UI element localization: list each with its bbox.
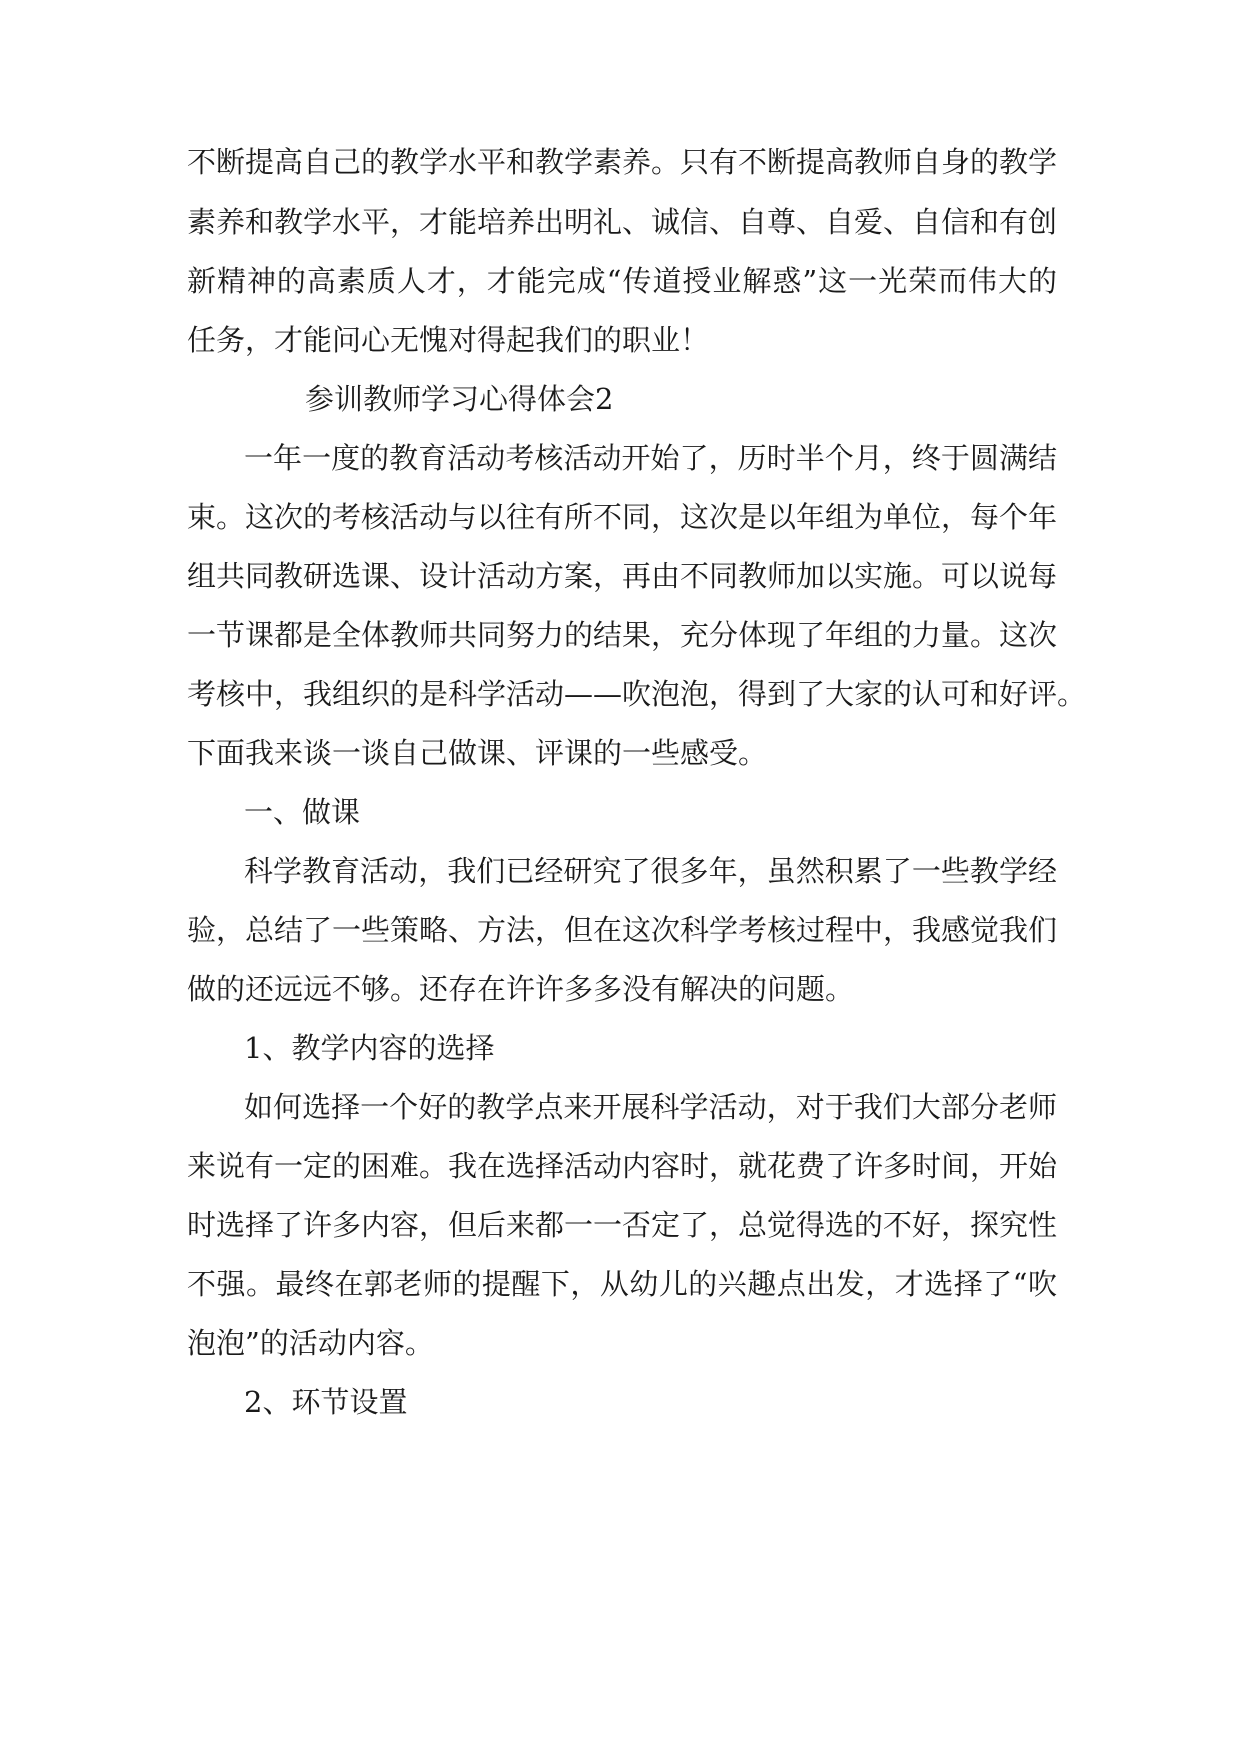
paragraph-line: 一年一度的教育活动考核活动开始了，历时半个月，终于圆满结 (244, 441, 1057, 475)
paragraph-line: 束。这次的考核活动与以往有所不同，这次是以年组为单位，每个年 (187, 500, 1058, 534)
paragraph-line: 时选择了许多内容，但后来都一一否定了，总觉得选的不好，探究性 (187, 1208, 1058, 1242)
section-heading: 一、做课 (244, 795, 361, 829)
section-title: 参训教师学习心得体会2 (305, 382, 614, 416)
paragraph-line: 不强。最终在郭老师的提醒下，从幼儿的兴趣点出发，才选择了“吹 (187, 1267, 1057, 1301)
paragraph-line: 素养和教学水平，才能培养出明礼、诚信、自尊、自爱、自信和有创 (187, 205, 1058, 239)
subsection-heading: 2、环节设置 (244, 1385, 408, 1419)
paragraph-line: 新精神的高素质人才，才能完成“传道授业解惑”这一光荣而伟大的 (187, 264, 1057, 298)
paragraph-line: 考核中，我组织的是科学活动——吹泡泡，得到了大家的认可和好评。 (187, 677, 1087, 711)
paragraph-line: 组共同教研选课、设计活动方案，再由不同教师加以实施。可以说每 (187, 559, 1058, 593)
paragraph-line: 如何选择一个好的教学点来开展科学活动，对于我们大部分老师 (244, 1090, 1057, 1124)
paragraph-line: 做的还远远不够。还存在许许多多没有解决的问题。 (187, 972, 855, 1006)
paragraph-line: 下面我来谈一谈自己做课、评课的一些感受。 (187, 736, 768, 770)
paragraph-line: 验，总结了一些策略、方法，但在这次科学考核过程中，我感觉我们 (187, 913, 1058, 947)
paragraph-line: 任务，才能问心无愧对得起我们的职业！ (187, 323, 710, 357)
paragraph-line: 科学教育活动，我们已经研究了很多年，虽然积累了一些教学经 (244, 854, 1057, 888)
paragraph-line: 一节课都是全体教师共同努力的结果，充分体现了年组的力量。这次 (187, 618, 1058, 652)
subsection-heading: 1、教学内容的选择 (244, 1031, 495, 1065)
paragraph-line: 来说有一定的困难。我在选择活动内容时，就花费了许多时间，开始 (187, 1149, 1058, 1183)
paragraph-line: 不断提高自己的教学水平和教学素养。只有不断提高教师自身的教学 (187, 145, 1058, 179)
paragraph-line: 泡泡”的活动内容。 (187, 1326, 434, 1360)
